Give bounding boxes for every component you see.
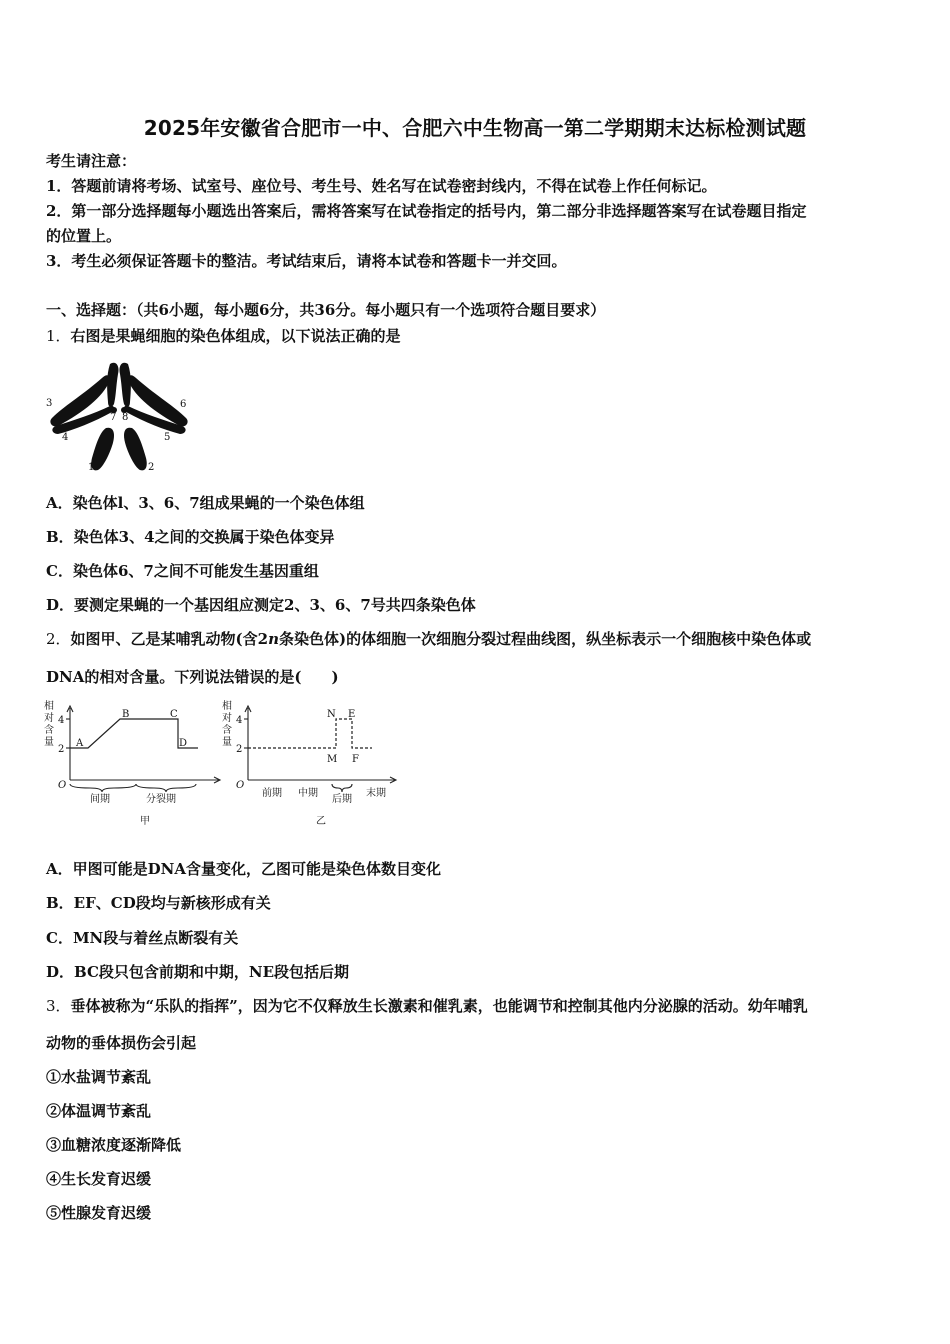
yi-x-prophase: 前期 — [262, 788, 282, 799]
chromosome-label-8: 8 — [122, 412, 129, 423]
jia-ylabel-4: 量 — [44, 737, 54, 748]
q2-stem — [46, 629, 811, 649]
q2-stem-n: n — [268, 630, 279, 648]
q3-number: 3． — [46, 997, 71, 1015]
yi-point-n: N — [327, 709, 336, 720]
jia-brace-division — [136, 784, 196, 792]
chromosome-label-2: 2 — [148, 462, 155, 473]
yi-x-telophase: 末期 — [366, 788, 386, 799]
yi-point-m: M — [327, 754, 338, 765]
yi-point-e: E — [348, 709, 356, 720]
yi-brace-anaphase — [332, 784, 352, 792]
jia-point-a: A — [76, 738, 84, 749]
q3-stem — [46, 996, 808, 1016]
q3-item-2: ②体温调节紊乱 — [46, 1102, 152, 1120]
yi-point-f: F — [352, 754, 359, 765]
yi-ylabel-4: 量 — [222, 737, 232, 748]
yi-ylabel-3: 含 — [222, 725, 232, 736]
jia-y4: 4 — [58, 715, 65, 726]
q1-option-d: D．要测定果蝇的一个基因组应测定2、3、6、7号共四条染色体 — [46, 596, 476, 614]
jia-origin: O — [58, 780, 67, 791]
q1-option-a: A．染色体l、3、6、7组成果蝇的一个染色体组 — [46, 494, 365, 512]
q1-option-b: B．染色体3、4之间的交换属于染色体变异 — [46, 528, 335, 546]
chromosome-1 — [91, 428, 114, 471]
jia-ylabel-3: 含 — [44, 725, 54, 736]
jia-brace-interphase — [70, 784, 136, 792]
section-heading: 一、选择题：（共6小题，每小题6分，共36分。每小题只有一个选项符合题目要求） — [46, 301, 606, 319]
jia-caption: 甲 — [140, 816, 150, 827]
q3-stem-line2: 动物的垂体损伤会引起 — [46, 1034, 197, 1052]
chromosome-figure — [44, 356, 194, 476]
figure-jia — [66, 706, 220, 792]
chromosome-2 — [124, 428, 147, 471]
chromosome-label-1: 1 — [88, 462, 95, 473]
q2-option-d: D．BC段只包含前期和中期，NE段包括后期 — [46, 963, 350, 981]
notice-item-2-cont: 的位置上。 — [46, 227, 122, 245]
q2-option-c: C．MN段与着丝点断裂有关 — [46, 929, 239, 947]
q3-item-5: ⑤性腺发育迟缓 — [46, 1204, 152, 1222]
jia-x-division: 分裂期 — [146, 794, 176, 805]
chromosome-label-5: 5 — [164, 432, 171, 443]
q1-stem — [46, 326, 401, 346]
chromosome-label-3: 3 — [46, 398, 53, 409]
q3-item-1: ①水盐调节紊乱 — [46, 1068, 152, 1086]
yi-y2: 2 — [236, 744, 243, 755]
q1-number: 1． — [46, 327, 71, 345]
jia-ylabel-2: 对 — [44, 713, 54, 724]
q2-stem-line2: DNA的相对含量。下列说法错误的是( ) — [46, 668, 339, 686]
q2-figures — [40, 700, 400, 832]
notice-heading: 考生请注意： — [46, 152, 137, 170]
notice-item-3: 3．考生必须保证答题卡的整洁。考试结束后，请将本试卷和答题卡一并交回。 — [46, 252, 567, 270]
jia-ylabel-1: 相 — [44, 701, 54, 712]
q2-stem-a: 如图甲、乙是某哺乳动物(含2 — [70, 630, 269, 648]
yi-caption: 乙 — [316, 816, 326, 827]
q1-option-c: C．染色体6、7之间不可能发生基因重组 — [46, 562, 319, 580]
yi-curve — [248, 719, 372, 748]
jia-point-d: D — [179, 738, 188, 749]
jia-point-c: C — [170, 709, 178, 720]
q2-stem-b: 条染色体)的体细胞一次细胞分裂过程曲线图，纵坐标表示一个细胞核中染色体或 — [279, 630, 812, 648]
chromosome-8 — [119, 363, 130, 407]
q2-option-a: A．甲图可能是DNA含量变化，乙图可能是染色体数目变化 — [46, 860, 441, 878]
yi-ylabel-2: 对 — [222, 713, 232, 724]
yi-y4: 4 — [236, 715, 243, 726]
yi-x-anaphase: 后期 — [332, 794, 352, 805]
yi-x-metaphase: 中期 — [298, 788, 318, 799]
q3-stem-text: 垂体被称为“乐队的指挥”，因为它不仅释放生长激素和催乳素，也能调节和控制其他内分泌腺的活动。幼年哺乳 — [70, 997, 808, 1015]
page-title: 2025年安徽省合肥市一中、合肥六中生物高一第二学期期末达标检测试题 — [143, 116, 807, 140]
jia-point-b: B — [122, 709, 130, 720]
jia-x-interphase: 间期 — [90, 794, 110, 805]
chromosome-label-6: 6 — [180, 399, 187, 410]
yi-origin: O — [236, 780, 245, 791]
q2-number: 2． — [46, 630, 71, 648]
figure-yi — [244, 706, 396, 792]
notice-item-2: 2．第一部分选择题每小题选出答案后，需将答案写在试卷指定的括号内，第二部分非选择题答案写在试卷题目指定 — [46, 202, 807, 220]
q1-stem-text: 右图是果蝇细胞的染色体组成，以下说法正确的是 — [70, 327, 401, 345]
jia-y2: 2 — [58, 744, 65, 755]
yi-ylabel-1: 相 — [222, 701, 232, 712]
notice-item-1: 1．答题前请将考场、试室号、座位号、考生号、姓名写在试卷密封线内，不得在试卷上作任何标记。 — [46, 177, 717, 195]
q2-option-b: B．EF、CD段均与新核形成有关 — [46, 894, 271, 912]
chromosome-7 — [107, 363, 118, 407]
q3-item-4: ④生长发育迟缓 — [46, 1170, 152, 1188]
chromosome-label-7: 7 — [110, 412, 117, 423]
q3-item-3: ③血糖浓度逐渐降低 — [46, 1136, 182, 1154]
chromosome-label-4: 4 — [62, 432, 69, 443]
